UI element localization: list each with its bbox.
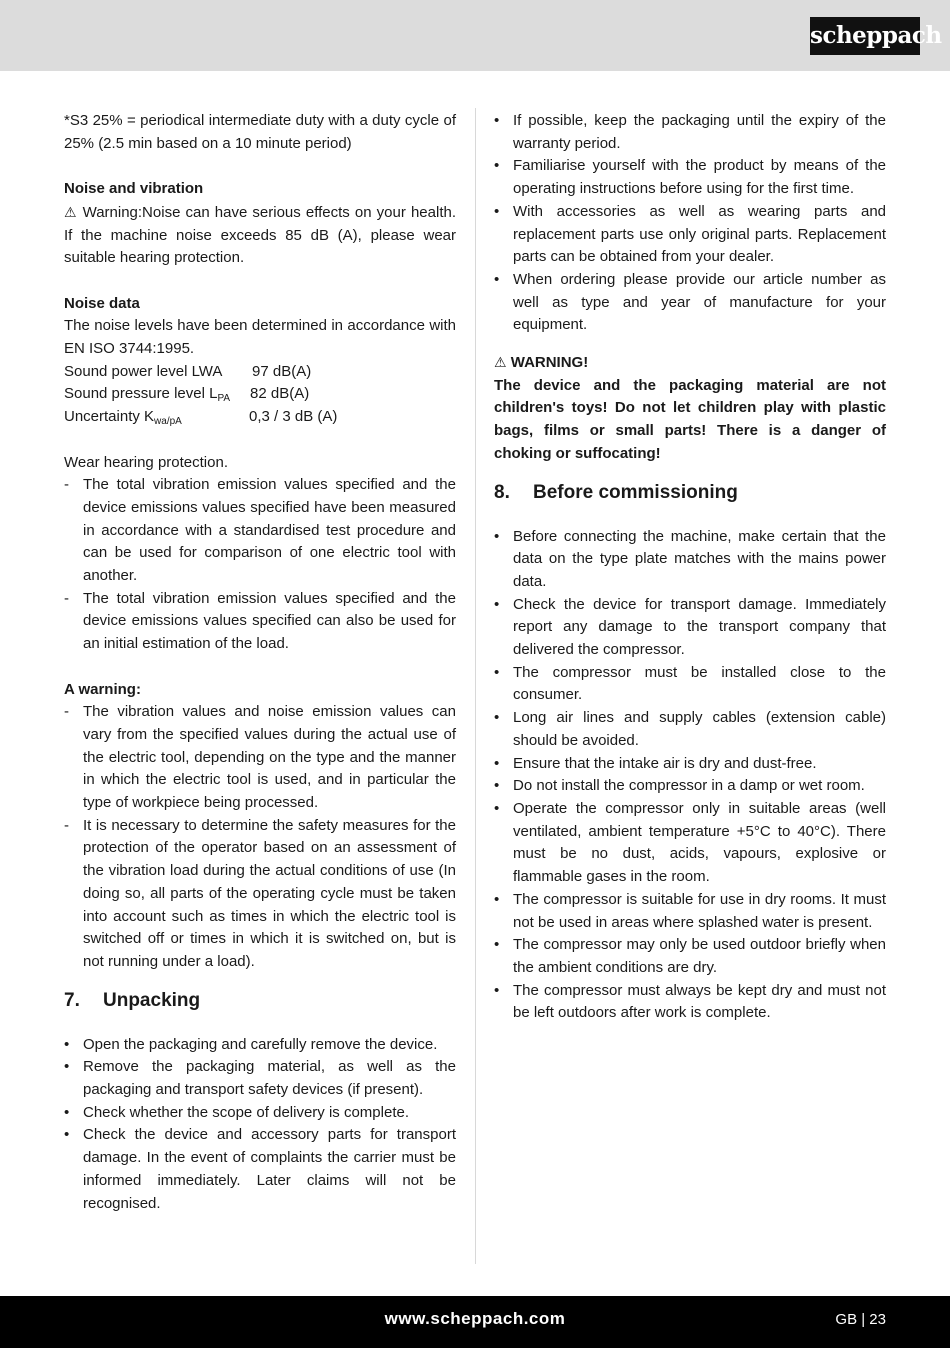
- uncertainty-label: Uncertainty K: [64, 408, 155, 426]
- wear-protection-text: Wear hearing protection.: [64, 453, 228, 471]
- list-item: - The total vibration emission values specified and the device emissions values specified can also be used for an initial estimation of the load.: [64, 589, 456, 653]
- list-item: - The total vibration emission values specified and the device emissions values specified have been measured in accordance with a standardised test procedure and can be used for comparison of one electric tool with another.: [64, 476, 456, 585]
- sound-power-row: [64, 361, 456, 384]
- column-divider: [475, 108, 476, 1264]
- sound-pressure-subscript: PA: [217, 393, 231, 405]
- page-number: GB | 23: [835, 1311, 886, 1328]
- uncertainty-value: 0,3 / 3 dB (A): [249, 408, 338, 426]
- sound-power-label: Sound power level LWA: [64, 362, 223, 380]
- sound-pressure-label: Sound pressure level L: [64, 385, 218, 403]
- section-title: Before commissioning: [533, 481, 738, 503]
- warning-heading-line: [494, 351, 886, 375]
- list-item: • The compressor may only be used outdoor briefly when the ambient conditions are dry.: [494, 936, 886, 976]
- warning-text: The device and the packaging material are not children's toys! Do not let children play with plastic bags, films or small parts! There is a danger of choking or suffocating!: [494, 376, 886, 462]
- noise-data-intro: The noise levels have been determined in accordance with EN ISO 3744:1995.: [64, 317, 456, 357]
- list-item: • Familiarise yourself with the product by means of the operating instructions before using for the first time.: [494, 157, 886, 198]
- section-number: 7.: [64, 989, 80, 1011]
- a-warning-list: [64, 701, 456, 973]
- section-title: Unpacking: [103, 989, 201, 1011]
- noise-warning-paragraph: [64, 201, 456, 270]
- section-8-heading: [494, 480, 886, 506]
- website-link[interactable]: www.scheppach.com: [384, 1309, 566, 1328]
- list-item: • Long air lines and supply cables (extension cable) should be avoided.: [494, 709, 886, 749]
- left-column: [64, 110, 456, 1215]
- packaging-list: [494, 110, 886, 337]
- commissioning-list: [494, 526, 886, 1025]
- list-item: • Check the device for transport damage. Immediately report any damage to the transport company that delivered the compressor.: [494, 595, 886, 659]
- s3-note: *S3 25% = periodical intermediate duty with a duty cycle of 25% (2.5 min based on a 10 minute period): [64, 112, 456, 152]
- list-item: • The compressor must be installed close to the consumer.: [494, 663, 886, 704]
- list-item: • Ensure that the intake air is dry and dust-free.: [494, 754, 817, 772]
- noise-vibration-heading: Noise and vibration: [64, 180, 204, 198]
- list-item: • Operate the compressor only in suitable areas (well ventilated, ambient temperature +5°C to 40°C). There must be no dust, acids, vapours, explosive or flammable gases in the room.: [494, 799, 886, 886]
- list-item: • The compressor is suitable for use in dry rooms. It must not be used in areas where splashed water is present.: [494, 890, 886, 931]
- list-item: • Open the packaging and carefully remove the device.: [64, 1035, 438, 1053]
- uncertainty-label-wrap: [64, 406, 249, 429]
- page-header: [0, 0, 950, 71]
- sound-power-value: 97 dB(A): [252, 362, 312, 380]
- section-7-heading: [64, 988, 456, 1014]
- sound-pressure-value: 82 dB(A): [250, 385, 310, 403]
- sound-pressure-row: [64, 383, 456, 406]
- warning-triangle-icon: ⚠: [494, 354, 507, 371]
- list-item: • With accessories as well as wearing parts and replacement parts use only original parts. Replacement parts can be obtained from your dealer.: [494, 202, 886, 266]
- list-item: • Do not install the compressor in a damp or wet room.: [494, 777, 865, 795]
- list-item: • The compressor must always be kept dry and must not be left outdoors after work is complete.: [494, 981, 886, 1022]
- list-item: • Check whether the scope of delivery is complete.: [64, 1103, 409, 1121]
- page-footer: [0, 1296, 950, 1348]
- list-item: • Remove the packaging material, as well as the packaging and transport safety devices (if present).: [64, 1058, 456, 1099]
- warning-triangle-icon: ⚠: [64, 203, 78, 220]
- section-number: 8.: [494, 481, 510, 503]
- uncertainty-subscript: wa/pA: [154, 416, 182, 428]
- brand-logo: scheppach: [810, 17, 920, 55]
- uncertainty-row: [64, 406, 456, 429]
- warning-heading: WARNING!: [510, 354, 589, 372]
- list-item: • When ordering please provide our article number as well as type and year of manufacture for your equipment.: [494, 270, 886, 334]
- unpacking-list: [64, 1034, 456, 1216]
- noise-data-heading: Noise data: [64, 294, 140, 312]
- list-item: • Before connecting the machine, make certain that the data on the type plate matches with the mains power data.: [494, 527, 886, 590]
- list-item: - The vibration values and noise emission values can vary from the specified values during the actual use of the electric tool, depending on the type and the manner in which the electric tool is used, and in particular the type of workpiece being processed.: [64, 703, 456, 812]
- sound-pressure-label-wrap: [64, 383, 250, 406]
- right-column: [494, 110, 886, 1025]
- a-warning-heading: A warning:: [64, 680, 141, 698]
- list-item: • If possible, keep the packaging until the expiry of the warranty period.: [494, 112, 886, 152]
- list-item: • Check the device and accessory parts for transport damage. In the event of complaints the carrier must be informed immediately. Later claims will not be recognised.: [64, 1126, 456, 1212]
- list-item: - It is necessary to determine the safety measures for the protection of the operator based on an assessment of the vibration load during the actual conditions of use (In doing so, all parts of the operating cycle must be taken into account such as times in which the electric tool is switched off or times in which it is switched on, but is not running under a load).: [64, 816, 456, 970]
- noise-warning-text: Warning:Noise can have serious effects on your health. If the machine noise exceeds 85 dB (A), please wear suitable hearing protection.: [64, 203, 456, 267]
- emission-list: [64, 474, 456, 656]
